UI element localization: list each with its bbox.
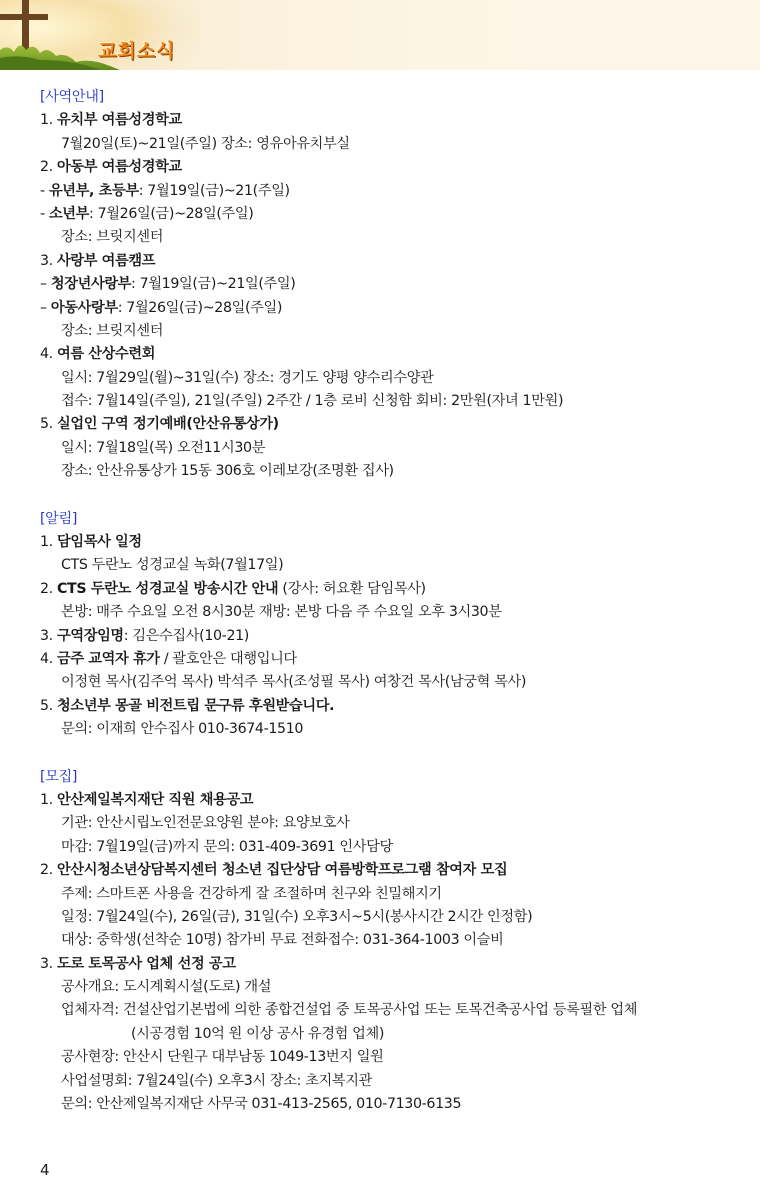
- section-gap: [40, 484, 740, 508]
- list-item: [40, 460, 740, 483]
- item-text: 1.: [40, 791, 57, 808]
- page-number: 4: [40, 1161, 50, 1179]
- item-title: 사랑부 여름캠프: [57, 252, 156, 269]
- list-item: [40, 203, 740, 226]
- item-text: 일시: 7월29일(월)~31일(수) 장소: 경기도 양평 양수리수양관: [61, 369, 434, 386]
- item-text: 업체자격: 건설산업기본법에 의한 종합건설업 중 토목공사업 또는 토목건축공사업 등록필한 업체: [61, 1002, 638, 1019]
- header-banner: [0, 0, 760, 70]
- list-item: [40, 343, 740, 366]
- list-item: [40, 390, 740, 413]
- item-text: 2.: [40, 159, 57, 176]
- section-heading: [알림]: [40, 510, 78, 527]
- banner-title: 교회소식: [98, 40, 176, 62]
- item-text: 주제: 스마트폰 사용을 건강하게 잘 조절하며 친구와 친밀해지기: [61, 885, 442, 902]
- list-item: [40, 1023, 740, 1046]
- item-text: 5.: [40, 416, 57, 433]
- list-item: [40, 883, 740, 906]
- list-item: [40, 367, 740, 390]
- item-title: 유치부 여름성경학교: [57, 112, 182, 129]
- item-title: 여름 산상수련회: [57, 346, 156, 363]
- item-title: 실업인 구역 정기예배(안산유통상가): [57, 416, 279, 433]
- section-ministry: [40, 86, 740, 484]
- section-heading: [사역안내]: [40, 89, 104, 105]
- item-text: 기관: 안산시립노인전문요양원 분야: 요양보호사: [61, 815, 350, 832]
- list-item: [40, 836, 740, 859]
- list-item: [40, 1093, 740, 1116]
- item-title: 구역장임명: [57, 627, 124, 644]
- item-text: 사업설명회: 7월24일(수) 오후3시 장소: 초지복지관: [61, 1072, 372, 1089]
- list-item: [40, 156, 740, 179]
- list-item: [40, 578, 740, 601]
- item-text: 1.: [40, 112, 57, 129]
- list-item: [40, 180, 740, 203]
- item-title: 청소년부 몽골 비전트립 문구류 후원받습니다.: [57, 697, 335, 714]
- item-text: : 김은수집사(10-21): [123, 627, 249, 644]
- item-text: -: [40, 205, 49, 222]
- list-item: [40, 625, 740, 648]
- item-title: 금주 교역자 휴가: [57, 650, 160, 667]
- item-title: 소년부: [48, 205, 90, 222]
- list-item: [40, 671, 740, 694]
- list-item: [40, 695, 740, 718]
- item-text: 대상: 중학생(선착순 10명) 참가비 무료 전화접수: 031-364-1003 이슬비: [61, 932, 504, 949]
- list-item: [40, 437, 740, 460]
- item-text: 3.: [40, 252, 57, 269]
- list-item: [40, 250, 740, 273]
- item-text: 문의: 안산제일복지재단 사무국 031-413-2565, 010-7130-6135: [61, 1096, 462, 1113]
- list-item: [40, 601, 740, 624]
- item-text: (시공경험 10억 원 이상 공사 유경험 업체): [131, 1025, 385, 1042]
- item-text: 7월20일(토)~21일(주일) 장소: 영유아유치부실: [61, 135, 350, 152]
- item-text: –: [40, 276, 51, 293]
- list-item: [40, 531, 740, 554]
- list-item: [40, 226, 740, 249]
- announcements-content: [40, 86, 740, 1116]
- item-text: : 7월19일(금)~21일(주일): [131, 276, 296, 293]
- item-title: 유년부, 초등부: [48, 182, 139, 199]
- item-text: 일정: 7월24일(수), 26일(금), 31일(수) 오후3시~5시(봉사시간 2시간 인정함): [61, 908, 533, 925]
- item-text: 장소: 안산유통상가 15동 306호 이레보강(조명환 집사): [61, 463, 394, 480]
- list-item: [40, 273, 740, 296]
- list-item: [40, 320, 740, 343]
- item-text: : 7월26일(금)~28일(주일): [117, 299, 283, 316]
- item-text: : 7월26일(금)~28일(주일): [89, 205, 254, 222]
- list-item: [40, 413, 740, 436]
- list-item: [40, 1046, 740, 1069]
- list-item: [40, 1070, 740, 1093]
- item-text: 공사개요: 도시계획시설(도로) 개설: [61, 979, 272, 996]
- list-item: [40, 109, 740, 132]
- section-notice: [40, 508, 740, 742]
- item-text: 3.: [40, 627, 57, 644]
- item-title: 아동사랑부: [50, 299, 118, 316]
- item-title: 담임목사 일정: [57, 534, 142, 551]
- item-title: 안산제일복지재단 직원 채용공고: [57, 791, 254, 808]
- item-title: CTS 두란노 성경교실 방송시간 안내: [57, 580, 279, 597]
- list-item: [40, 953, 740, 976]
- item-text: 3.: [40, 955, 57, 972]
- item-text: 4.: [40, 650, 57, 667]
- section-gap: [40, 742, 740, 766]
- list-item: [40, 859, 740, 882]
- item-text: 장소: 브릿지센터: [61, 229, 164, 246]
- item-text: -: [40, 182, 49, 199]
- item-text: 접수: 7월14일(주일), 21일(주일) 2주간 / 1층 로비 신청함 회비: 2만원(자녀 1만원): [61, 393, 564, 410]
- item-text: 문의: 이재희 안수집사 010-3674-1510: [61, 721, 304, 738]
- item-text: 일시: 7월18일(목) 오전11시30분: [61, 439, 266, 456]
- list-item: [40, 999, 740, 1022]
- item-text: (강사: 허요환 담임목사): [278, 580, 426, 597]
- item-text: / 괄호안은 대행입니다: [159, 650, 297, 667]
- item-text: 본방: 매주 수요일 오전 8시30분 재방: 본방 다음 주 수요일 오후 3시30분: [61, 604, 502, 621]
- list-item: [40, 297, 740, 320]
- section-recruitment: [40, 766, 740, 1117]
- item-title: 안산시청소년상담복지센터 청소년 집단상담 여름방학프로그램 참여자 모집: [57, 862, 508, 879]
- list-item: [40, 929, 740, 952]
- item-text: CTS 두란노 성경교실 녹화(7월17일): [61, 557, 284, 574]
- item-title: 아동부 여름성경학교: [57, 159, 182, 176]
- list-item: [40, 648, 740, 671]
- item-text: 공사현장: 안산시 단원구 대부남동 1049-13번지 일원: [61, 1049, 384, 1066]
- list-item: [40, 976, 740, 999]
- list-item: [40, 789, 740, 812]
- item-text: 4.: [40, 346, 57, 363]
- section-heading: [모집]: [40, 768, 78, 785]
- item-text: 장소: 브릿지센터: [61, 322, 164, 339]
- list-item: [40, 718, 740, 741]
- item-text: –: [40, 299, 51, 316]
- item-text: 이정현 목사(김주억 목사) 박석주 목사(조성필 목사) 여창건 목사(남궁혁 목사): [61, 674, 527, 691]
- item-title: 도로 토목공사 업체 선정 공고: [57, 955, 236, 972]
- item-text: 2.: [40, 862, 57, 879]
- item-text: : 7월19일(금)~21(주일): [138, 182, 290, 199]
- item-text: 2.: [40, 580, 57, 597]
- list-item: [40, 554, 740, 577]
- list-item: [40, 133, 740, 156]
- item-text: 5.: [40, 697, 57, 714]
- list-item: [40, 906, 740, 929]
- item-text: 1.: [40, 534, 57, 551]
- item-text: 마감: 7월19일(금)까지 문의: 031-409-3691 인사담당: [61, 838, 393, 855]
- list-item: [40, 812, 740, 835]
- item-title: 청장년사랑부: [50, 276, 132, 293]
